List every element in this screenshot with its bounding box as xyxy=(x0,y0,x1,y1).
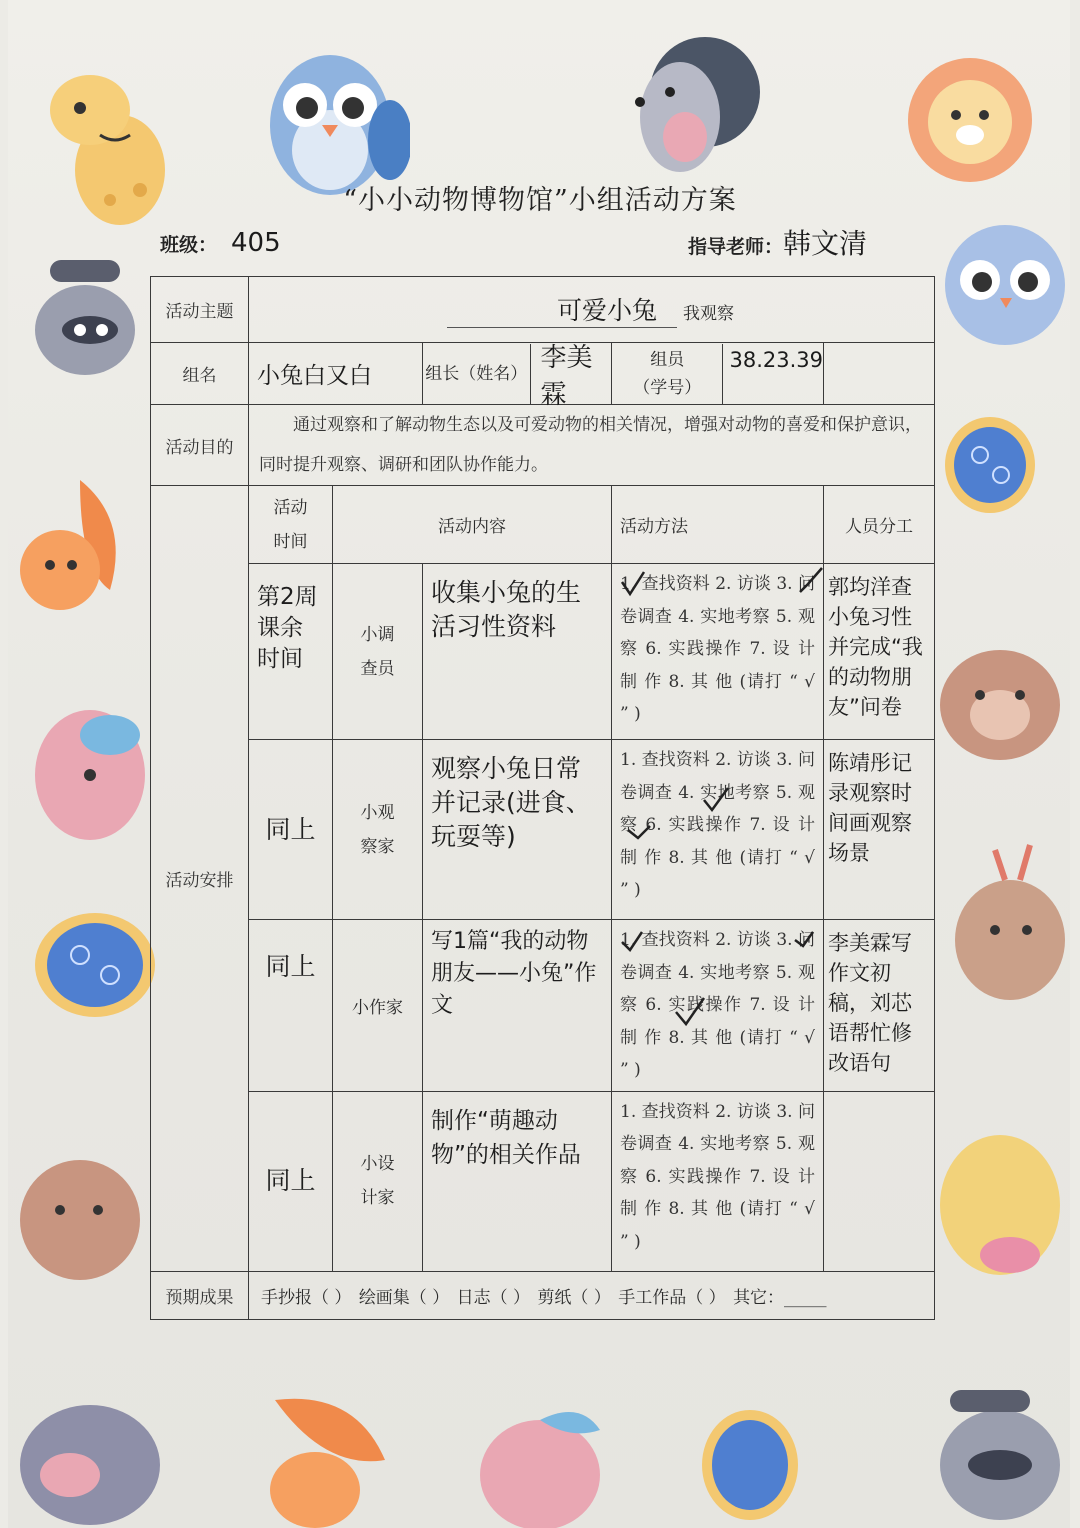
theme-label: 活动主题 xyxy=(151,277,249,343)
purpose-label: 活动目的 xyxy=(151,405,249,486)
col-time-line2: 时间 xyxy=(273,531,308,552)
check-mark xyxy=(704,788,728,810)
outcome-option: 手工作品（ ） xyxy=(618,1287,726,1308)
row-time: 同上 xyxy=(249,740,333,920)
outcome-option: 手抄报（ ） xyxy=(261,1287,352,1308)
col-staff-header: 人员分工 xyxy=(824,486,935,564)
row-staff: 陈靖彤记录观察时间画观察场景 xyxy=(824,740,935,920)
col-method-header: 活动方法 xyxy=(612,486,824,564)
check-mark xyxy=(676,998,704,1024)
teacher-value: 韩文清 xyxy=(783,227,868,260)
row-content: 写1篇“我的动物朋友——小兔”作文 xyxy=(423,920,612,1092)
row-role: 小观察家 xyxy=(333,740,423,920)
col-time-line1: 活动 xyxy=(273,497,308,518)
purpose-text: 通过观察和了解动物生态以及可爱动物的相关情况，增强对动物的喜爱和保护意识，同时提升观察、调研和团队协作能力。 xyxy=(249,405,935,486)
row-method: 1. 查找资料 2. 访谈 3. 问卷调查 4. 实地考察 5. 观察 6. 实践操作 7. 设 计 制 作 8. 其 他 (请打 “ √ ” ) xyxy=(612,740,824,920)
row-staff: 郭均洋查小兔习性并完成“我的动物朋友”问卷 xyxy=(824,564,935,740)
check-mark xyxy=(800,568,822,592)
group-name-value: 小兔白又白 xyxy=(249,343,423,405)
outcome-option: 其它：_____ xyxy=(733,1287,827,1308)
group-name-label: 组名 xyxy=(151,343,249,405)
check-mark xyxy=(622,572,644,594)
schedule-label: 活动安排 xyxy=(151,486,249,1272)
group-leader-value: 李美霖 xyxy=(540,342,593,410)
check-mark xyxy=(622,932,642,950)
row-content: 收集小兔的生活习性资料 xyxy=(423,564,612,740)
row-time: 同上 xyxy=(249,920,333,1092)
theme-suffix: 我观察 xyxy=(683,304,735,324)
outcome-option: 剪纸（ ） xyxy=(537,1287,611,1308)
col-content-header: 活动内容 xyxy=(333,486,612,564)
check-mark xyxy=(795,932,813,946)
row-content: 观察小兔日常并记录(进食、玩耍等) xyxy=(423,740,612,920)
row-role: 小调查员 xyxy=(333,564,423,740)
outcome-option: 日志（ ） xyxy=(456,1287,531,1308)
check-mark xyxy=(628,826,650,838)
row-content: 制作“萌趣动物”的相关作品 xyxy=(423,1091,612,1271)
row-method: 1. 查找资料 2. 访谈 3. 问卷调查 4. 实地考察 5. 观察 6. 实践操作 7. 设 计 制 作 8. 其 他 (请打 “ √ ” ) xyxy=(612,920,824,1092)
members-label-line2: （学号） xyxy=(633,377,702,398)
row-time: 第2周课余时间 xyxy=(249,564,333,740)
members-label-line1: 组员 xyxy=(650,349,685,370)
row-staff: 李美霖写作文初稿，刘芯语帮忙修改语句 xyxy=(824,920,935,1092)
row-role: 小作家 xyxy=(333,920,423,1092)
outcome-label: 预期成果 xyxy=(151,1271,249,1319)
outcome-option: 绘画集（ ） xyxy=(358,1287,450,1308)
teacher-label: 指导老师： xyxy=(688,236,784,258)
group-leader-label: 组长（姓名） xyxy=(423,344,531,404)
class-value: 405 xyxy=(231,228,281,258)
group-members-value: 38.23.39 xyxy=(729,347,823,372)
row-method: 1. 查找资料 2. 访谈 3. 问卷调查 4. 实地考察 5. 观察 6. 实践操作 7. 设 计 制 作 8. 其 他 (请打 “ √ ” ) xyxy=(612,1091,824,1271)
page-title: “小小动物博物馆”小组活动方案 xyxy=(343,185,737,216)
class-label: 班级： xyxy=(160,234,218,256)
theme-value: 可爱小兔 xyxy=(447,291,677,328)
row-method: 1. 查找资料 2. 访谈 3. 问卷调查 4. 实地考察 5. 观察 6. 实践操作 7. 设 计 制 作 8. 其 他 (请打 “ √ ” ) xyxy=(612,564,824,740)
row-role: 小设计家 xyxy=(333,1091,423,1271)
row-time: 同上 xyxy=(249,1091,333,1271)
